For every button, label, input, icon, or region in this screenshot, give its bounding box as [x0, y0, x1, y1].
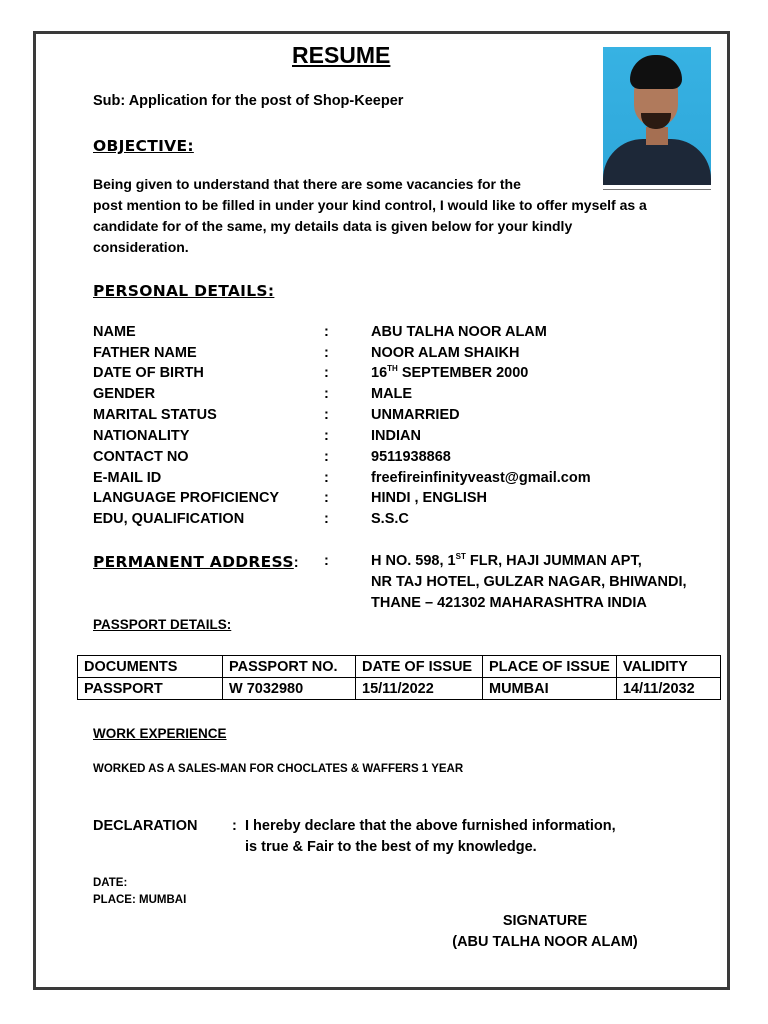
objective-heading: OBJECTIVE: [93, 137, 194, 155]
date-field: DATE: [93, 877, 128, 889]
table-header-cell: PASSPORT NO. [223, 656, 356, 678]
table-cell: W 7032980 [223, 678, 356, 700]
objective-text [93, 174, 723, 258]
passport-table [77, 655, 721, 700]
table-header-row [78, 656, 721, 678]
profile-photo [603, 47, 711, 185]
signature-label: SIGNATURE [502, 913, 588, 929]
signature-name: (ABU TALHA NOOR ALAM) [452, 934, 638, 950]
address-line-3: THANE – 421302 MAHARASHTRA INDIA [371, 595, 647, 611]
table-cell: PASSPORT [78, 678, 223, 700]
objective-line: post mention to be filled in under your kind control, I would like to offer myself as a [93, 197, 647, 213]
work-experience-text: WORKED AS A SALES-MAN FOR CHOCLATES & WAFFERS 1 YEAR [93, 763, 464, 775]
table-cell: 14/11/2032 [616, 678, 720, 700]
table-header-cell: DATE OF ISSUE [356, 656, 483, 678]
declaration-line-1: I hereby declare that the above furnished information, [245, 818, 616, 834]
personal-details-heading: PERSONAL DETAILS: [93, 282, 275, 300]
objective-line: consideration. [93, 239, 189, 255]
permanent-address-label: PERMANENT ADDRESS: [93, 553, 299, 571]
work-experience-heading: WORK EXPERIENCE [93, 726, 227, 741]
place-field: PLACE: MUMBAI [93, 894, 187, 906]
address-line-2: NR TAJ HOTEL, GULZAR NAGAR, BHIWANDI, [371, 574, 687, 590]
table-cell: 15/11/2022 [356, 678, 483, 700]
address-separator: : [324, 553, 329, 569]
declaration-label: DECLARATION [93, 818, 198, 834]
subject-line: Sub: Application for the post of Shop-Keeper [93, 93, 404, 109]
table-cell: MUMBAI [483, 678, 617, 700]
table-header-cell: DOCUMENTS [78, 656, 223, 678]
declaration-line-2: is true & Fair to the best of my knowledge. [245, 839, 537, 855]
table-header-cell: VALIDITY [616, 656, 720, 678]
objective-line: Being given to understand that there are some vacancies for the [93, 176, 521, 192]
address-line-1: H NO. 598, 1ST FLR, HAJI JUMMAN APT, [371, 552, 642, 569]
table-row [78, 678, 721, 700]
declaration-separator: : [232, 818, 237, 834]
objective-line: candidate for of the same, my details data is given below for your kindly [93, 218, 573, 234]
passport-details-heading: PASSPORT DETAILS: [93, 617, 232, 632]
resume-title: RESUME [292, 42, 391, 68]
table-header-cell: PLACE OF ISSUE [483, 656, 617, 678]
